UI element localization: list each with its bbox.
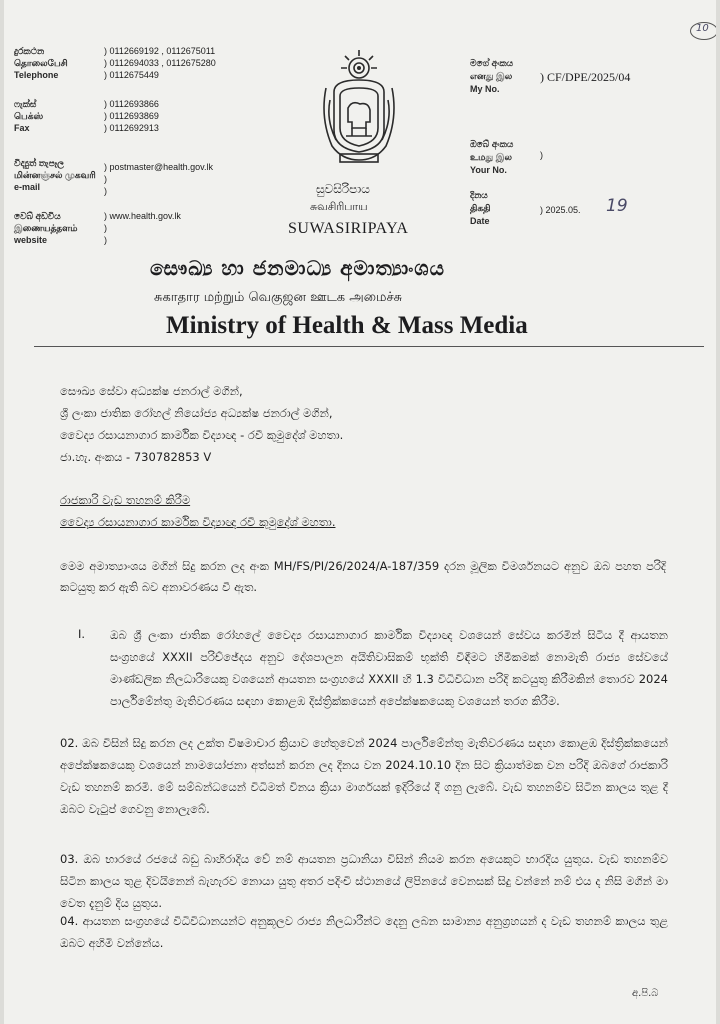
paragraph-02: 02. ඔබ විසින් සිදු කරන ලද උක්ත විෂමාචාර ක්‍රියාව හේතුවෙන් 2024 පාර්ලිමේන්තු මැතිවරණය සඳහා කොළඹ දිස්ත්‍රික්කයෙන් අපේක්ෂකයෙකු වශයෙන් නාමයෝජනා අත්සන් කරන ලද දිනය වන 2024.10.10 දින සිට ක්‍රියාත්මක වන පරිදි ඔබගේ රාජකාරි වැඩ තහනම් කරමි. මේ සම්බන්ධයෙන් විධිමත් විනය ක්‍රියා මාර්ගයක් ඉදිරියේ දී ගනු ලැබේ. වැඩ තහනම්ව සිටින කාලය තුළ දී ඔබට වැටුප් ගෙවනු නොලැබේ. — [60, 736, 668, 816]
my-no-value: ) CF/DPE/2025/04 — [540, 70, 631, 84]
date-label-ta: திகதி — [470, 203, 491, 213]
your-no-value: ) — [540, 150, 543, 160]
national-emblem-icon — [316, 48, 402, 172]
web-label-si: වෙබ් අඩවිය — [14, 211, 61, 221]
emblem-motto-en: SUWASIRIPAYA — [288, 220, 409, 237]
letter-page — [4, 0, 716, 1024]
paragraph-04: 04. ආයතන සංග්‍රහයේ විධිවිධානයන්ට අනුකූලව රාජ්‍ය නිලධාරීන්ට දෙනු ලබන සාමාන්‍ය අනුග්‍රහයන් ද වැඩ තහනම් කාලය තුළ ඔබට අහිමි වන්නේය. — [60, 914, 668, 950]
fax-value-2: ) 0112693869 — [104, 111, 159, 121]
your-no-label-ta: உமது இல — [470, 152, 512, 162]
intro-paragraph: මෙම අමාත්‍යාංශය මගින් සිදු කරන ලද අංක MH/FS/PI/26/2024/A-187/359 දරන මූලික විමර්ශනයට අනුව ඔබ පහත පරිදි කටයුතු කර ඇති බව අනාවරණය වී ඇත. — [60, 559, 666, 594]
item-1-paragraph: ඔබ ශ්‍රී ලංකා ජාතික රෝහලේ වෛද්‍ය රසායනාගාර කාර්මික විද්‍යාඥ වශයෙන් සේවය කරමින් සිටිය දී ආයතන සංග්‍රහයේ XXXII පරිච්ඡේදය අනුව දේශපාලන අයිතිවාසිකම් භුක්ති විඳීමට හිමිකමක් නොමැති රාජ්‍ය සේවයේ මාණ්ඩලික නිලධාරියෙකු වශයෙන් ආයතන සංග්‍රහයේ XXXII හි 1.3 විධිවිධාන පරිදි කටයුතු කිරීමකින් තොරව 2024 පාර්ලිමේන්තු මැතිවරණය සඳහා කොළඹ දිස්ත්‍රික්කයෙන් අපේක්ෂකයෙකු වශයෙන් තරග කිරීම. — [110, 628, 668, 708]
email-label-si: විද්‍යුත් තැපෑල — [14, 158, 65, 168]
web-label-en: website — [14, 235, 48, 245]
date-label-si: දිනය — [470, 190, 488, 200]
fax-label-si: ෆැක්ස් — [14, 99, 37, 109]
emblem-motto-si: සුවසිරිපාය — [316, 182, 370, 196]
phone-value-3: ) 0112675449 — [104, 70, 159, 80]
my-no-label-ta: எனது இல — [470, 71, 513, 81]
fax-label-en: Fax — [14, 123, 30, 133]
paragraph-03: 03. ඔබ භාරයේ රජයේ බඩු බාහිරාදිය වේ නම් ආයතන ප්‍රධානියා විසින් නියම කරන අයෙකුට භාරදිය යුතුය. වැඩ තහනම්ව සිටින කාලය තුළ දිවයිනෙන් බැහැරව නොයා යුතු අතර පදිංචි ස්ථානයේ ලිපිනයේ වෙනසක් සිදු වන්නේ නම් එය ද නිසි මගින් මා වෙත දැනුම් දිය යුතුය. — [60, 852, 668, 910]
email-label-ta: மின்னஞ்சல் முகவரி — [14, 170, 96, 180]
my-no-label-si: මගේ අංකය — [470, 58, 514, 68]
address-line: ජා.හැ. අංකය - 730782853 V — [60, 450, 212, 464]
date-value: ) 2025.05. — [540, 205, 581, 215]
web-label-ta: இணையத்தளம் — [14, 223, 78, 233]
email-value-3: ) — [104, 186, 107, 196]
fax-label-ta: பெக்ஸ் — [14, 111, 44, 121]
email-value-2: ) — [104, 174, 107, 184]
web-value-2: ) — [104, 223, 107, 233]
email-value: ) postmaster@health.gov.lk — [104, 162, 214, 172]
phone-label-ta: தொலைபேசி — [14, 58, 68, 68]
ministry-name-ta: சுகாதார மற்றும் வெகுஜன ஊடக அமைச்சு — [154, 290, 403, 305]
your-no-label-si: ඔබේ අංකය — [470, 139, 514, 149]
address-line: වෛද්‍ය රසායනාගාර කාර්මික විද්‍යාඥ - රවී කුමුදේශ් මහතා. — [60, 428, 344, 442]
phone-label-en: Telephone — [14, 70, 59, 80]
phone-value-2: ) 0112694033 , 0112675280 — [104, 58, 216, 68]
your-no-label-en: Your No. — [470, 165, 507, 175]
web-value-3: ) — [104, 235, 107, 245]
subject-line-2: වෛද්‍ය රසායනාගාර කාර්මික විද්‍යාඥ රවී කුමුදේශ් මහතා. — [60, 515, 336, 529]
emblem-motto-ta: சுவசிரிபாய — [310, 200, 368, 213]
date-label-en: Date — [470, 216, 490, 226]
ministry-name-si: සෞඛ්‍ය හා ජනමාධ්‍ය අමාත්‍යාංශය — [150, 256, 445, 280]
continued-overleaf: අ.පි.බ — [632, 988, 659, 999]
email-label-en: e-mail — [14, 182, 41, 192]
ministry-name-en: Ministry of Health & Mass Media — [166, 312, 528, 339]
fax-value-3: ) 0112692913 — [104, 123, 159, 133]
phone-label-si: දුරකථන — [14, 46, 45, 56]
item-number: I. — [78, 627, 86, 641]
web-value: ) www.health.gov.lk — [104, 211, 181, 221]
page-number: 10 — [696, 23, 709, 34]
subject-line-1: රාජකාරි වැඩ තහනම් කිරීම — [60, 493, 191, 507]
address-line: සෞඛ්‍ය සේවා අධ්‍යක්ෂ ජනරාල් මගින්, — [60, 384, 243, 398]
date-day-handwritten: 19 — [606, 196, 628, 216]
header-divider — [34, 346, 704, 347]
my-no-label-en: My No. — [470, 84, 500, 94]
fax-value-1: ) 0112693866 — [104, 99, 159, 109]
address-line: ශ්‍රී ලංකා ජාතික රෝහල් නියෝජ්‍ය අධ්‍යක්ෂ ජනරාල් මගින්, — [60, 406, 333, 420]
phone-value-1: ) 0112669192 , 0112675011 — [104, 46, 216, 56]
address-block — [60, 380, 343, 468]
